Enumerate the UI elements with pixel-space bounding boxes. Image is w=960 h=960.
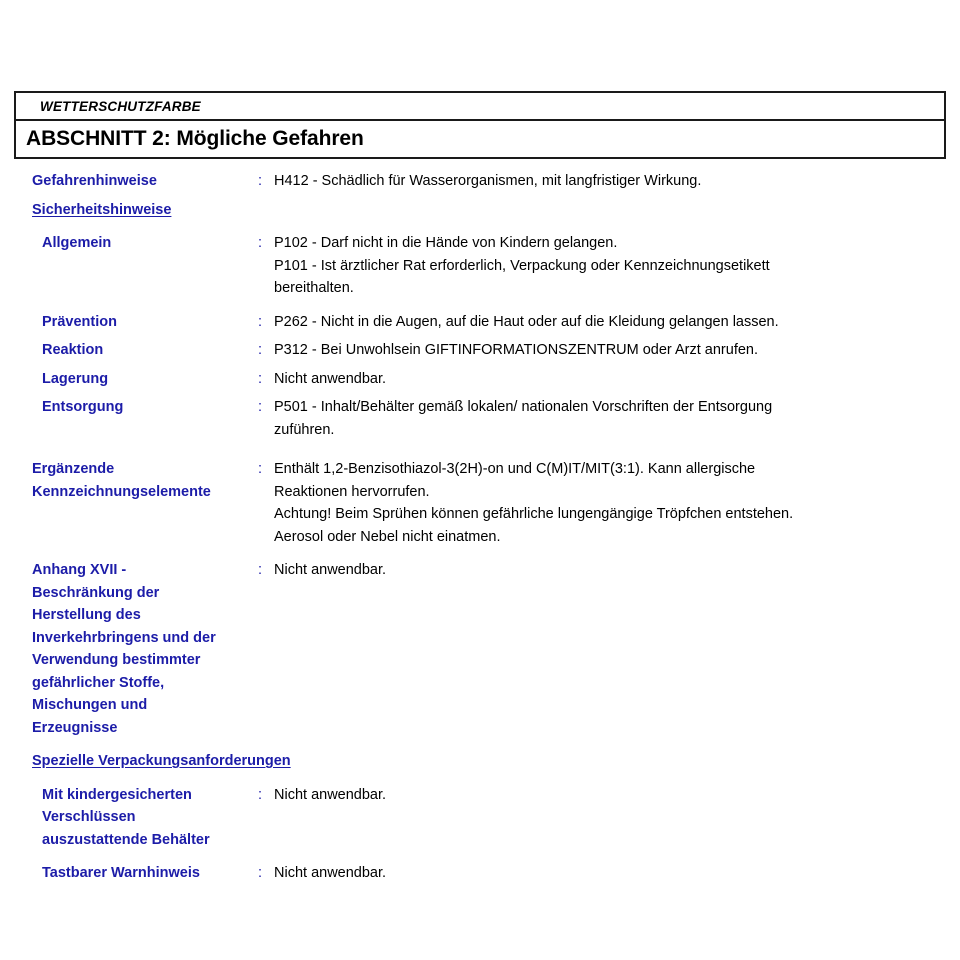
label-disposal-text: Entsorgung	[42, 399, 124, 415]
value-annex-xvii-line1: Nicht anwendbar.	[274, 562, 387, 578]
colon-annex-xvii: :	[258, 562, 263, 578]
label-storage	[0, 368, 258, 391]
page-title: ABSCHNITT 2: Mögliche Gefahren	[26, 127, 364, 150]
colon-hazard-statements: :	[258, 173, 263, 189]
label-child-resistant-fastening-line2: Verschlüssen	[42, 809, 136, 825]
spacer	[0, 441, 960, 458]
row-prevention	[0, 311, 960, 334]
label-hazard-statements-text: Gefahrenhinweise	[32, 173, 157, 189]
colon-storage: :	[258, 370, 263, 387]
colon-disposal: :	[258, 399, 263, 415]
value-child-resistant-fastening-line1: Nicht anwendbar.	[274, 786, 387, 803]
label-special-packaging-heading-text: Spezielle Verpackungsanforderungen	[32, 753, 291, 769]
row-precautionary-heading	[0, 199, 960, 222]
row-child-resistant-fastening	[0, 784, 960, 852]
value-response	[274, 339, 960, 362]
value-child-resistant-fastening	[274, 784, 960, 807]
value-general-line3: bereithalten.	[274, 280, 354, 296]
label-tactile-warning-text: Tastbarer Warnhinweis	[42, 865, 200, 881]
spacer	[0, 548, 960, 559]
value-supplemental-label-elements-line1: Enthält 1,2-Benzisothiazol-3(2H)-on und C(M)IT/MIT(3:1). Kann allergische	[274, 461, 756, 477]
row-tactile-warning	[0, 862, 960, 885]
row-storage	[0, 368, 960, 391]
section-body	[0, 170, 960, 885]
row-special-packaging-heading	[0, 750, 960, 773]
label-child-resistant-fastening-line1: Mit kindergesicherten	[42, 786, 192, 803]
value-supplemental-label-elements-line4: Aerosol oder Nebel nicht einatmen.	[274, 528, 501, 545]
row-general	[0, 232, 960, 300]
spacer	[0, 851, 960, 862]
colon-child-resistant-fastening: :	[258, 786, 263, 803]
label-response-text: Reaktion	[42, 342, 104, 358]
label-storage-text: Lagerung	[42, 370, 109, 387]
value-disposal	[274, 396, 960, 441]
row-supplemental-label-elements	[0, 458, 960, 548]
spacer	[0, 300, 960, 311]
row-response	[0, 339, 960, 362]
product-name: WETTERSCHUTZFARBE	[40, 98, 201, 114]
label-annex-xvii-line3: Herstellung des	[32, 607, 141, 623]
label-prevention-text: Prävention	[42, 313, 117, 330]
value-prevention	[274, 311, 960, 334]
label-special-packaging-heading	[0, 750, 420, 773]
label-hazard-statements	[0, 170, 258, 193]
label-annex-xvii-line1: Anhang XVII -	[32, 562, 127, 578]
value-tactile-warning	[274, 862, 960, 885]
colon-supplemental-label-elements: :	[258, 461, 263, 477]
product-name-box	[14, 91, 946, 121]
label-annex-xvii-line5: Verwendung bestimmter	[32, 652, 201, 668]
label-response	[0, 339, 258, 362]
value-supplemental-label-elements-line2: Reaktionen hervorrufen.	[274, 483, 430, 500]
value-storage-line1: Nicht anwendbar.	[274, 370, 387, 387]
value-hazard-statements	[274, 170, 960, 193]
label-prevention	[0, 311, 258, 334]
label-general-text: Allgemein	[42, 235, 112, 251]
label-child-resistant-fastening-line3: auszustattende Behälter	[42, 831, 210, 848]
row-disposal	[0, 396, 960, 441]
value-prevention-line1: P262 - Nicht in die Augen, auf die Haut oder auf die Kleidung gelangen lassen.	[274, 313, 779, 330]
label-annex-xvii-line7: Mischungen und	[32, 697, 148, 713]
value-response-line1: P312 - Bei Unwohlsein GIFTINFORMATIONSZENTRUM oder Arzt anrufen.	[274, 342, 759, 358]
value-general-line2: P101 - Ist ärztlicher Rat erforderlich, Verpackung oder Kennzeichnungsetikett	[274, 257, 770, 274]
spacer	[0, 221, 960, 232]
label-tactile-warning	[0, 862, 258, 885]
value-disposal-line2: zuführen.	[274, 421, 335, 438]
colon-prevention: :	[258, 313, 263, 330]
spacer	[0, 773, 960, 784]
value-supplemental-label-elements-line3: Achtung! Beim Sprühen können gefährliche lungengängige Tröpfchen entstehen.	[274, 506, 794, 522]
label-annex-xvii-line4: Inverkehrbringens und der	[32, 629, 216, 646]
label-disposal	[0, 396, 258, 419]
section-title-box	[14, 121, 946, 159]
colon-tactile-warning: :	[258, 865, 263, 881]
value-hazard-statements-line1: H412 - Schädlich für Wasserorganismen, mit langfristiger Wirkung.	[274, 173, 702, 189]
label-general	[0, 232, 258, 255]
colon-general: :	[258, 235, 263, 251]
row-annex-xvii	[0, 559, 960, 739]
value-general	[274, 232, 960, 300]
row-hazard-statements	[0, 170, 960, 193]
label-annex-xvii-line8: Erzeugnisse	[32, 719, 118, 736]
value-annex-xvii	[274, 559, 960, 582]
label-precautionary-heading	[0, 199, 258, 222]
value-storage	[274, 368, 960, 391]
value-supplemental-label-elements	[274, 458, 960, 548]
label-supplemental-label-elements-line1: Ergänzende	[32, 461, 115, 477]
label-precautionary-heading-text: Sicherheitshinweise	[32, 201, 172, 218]
value-disposal-line1: P501 - Inhalt/Behälter gemäß lokalen/ nationalen Vorschriften der Entsorgung	[274, 399, 773, 415]
label-child-resistant-fastening	[0, 784, 258, 852]
value-tactile-warning-line1: Nicht anwendbar.	[274, 865, 387, 881]
document-header	[14, 91, 946, 159]
colon-response: :	[258, 342, 263, 358]
label-annex-xvii	[0, 559, 258, 739]
label-supplemental-label-elements	[0, 458, 258, 503]
label-annex-xvii-line2: Beschränkung der	[32, 584, 160, 601]
label-annex-xvii-line6: gefährlicher Stoffe,	[32, 674, 165, 691]
spacer	[0, 739, 960, 750]
label-supplemental-label-elements-line2: Kennzeichnungselemente	[32, 483, 211, 500]
value-general-line1: P102 - Darf nicht in die Hände von Kindern gelangen.	[274, 235, 618, 251]
